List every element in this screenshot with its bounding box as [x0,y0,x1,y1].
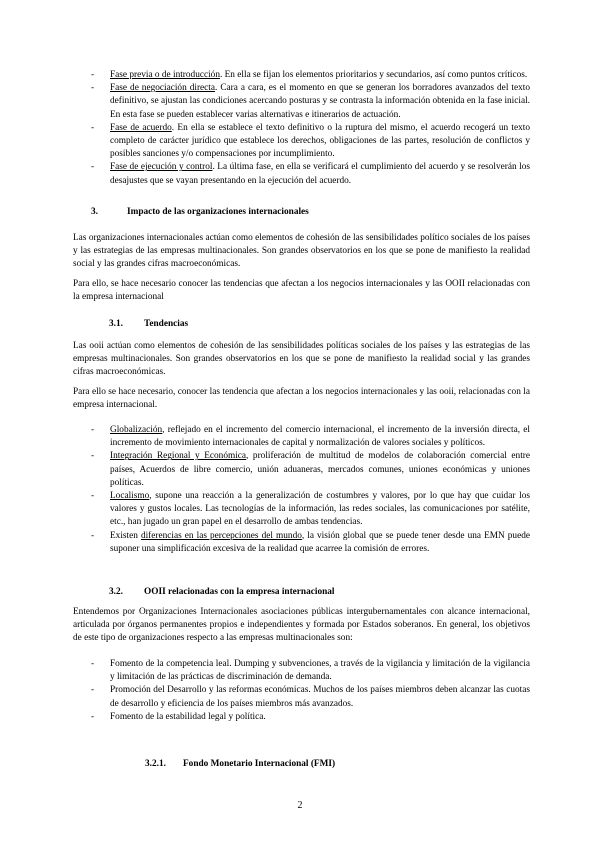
phase-text: . La última fase, en ella se verificará el cumplimiento del acuerdo y se resolverán los desajustes que se vayan presentando en la ejecución del acuerdo. [110,162,530,186]
phases-list [73,69,530,188]
section-number: 3.2.1. [145,759,166,769]
section-number: 3. [91,207,98,217]
phase-term: Fase de acuerdo [110,122,172,133]
trends-list [73,424,530,556]
paragraph: Para ello, se hace necesario conocer las tendencias que afectan a los negocios internacionales y las OOII relacionadas con la empresa internacional [73,279,530,303]
phase-term: Fase previa o de introducción [110,70,220,80]
phase-text: . Cara a cara, es el momento en que se generan los borradores avanzados del texto definitivo, se ajustan las condiciones acercando posturas y se contrasta la información obtenida en la fase inicial. En esta fase se pueden establecer varias alternativas e itinerarios de actuación. [110,83,530,120]
list-item: - Fase de negociación directa. Cara a cara, es el momento en que se generan los borradores avanzados del texto definitivo, se ajustan las condiciones acercando posturas y se contrasta la información obtenida en la fase inicial. En esta fase se pueden establecer varias alternativas e itinerarios de actuación. [91,83,530,120]
trend-text: , supone una reacción a la generalización de costumbres y valores, por lo que hay que cuidar los valores y gustos locales. Las tecnologías de la información, las redes sociales, las comunicaciones por satélite, etc., han jugado un gran papel en el desarrollo de ambas tendencias. [110,491,530,528]
list-item: - Integración Regional y Económica, proliferación de multitud de modelos de colaboración comercial entre países, Acuerdos de libre comercio, unión aduaneras, mercados comunes, uniones económicas y uniones políticas. [91,451,530,488]
page-number: 2 [297,800,303,811]
paragraph: Las organizaciones internacionales actúan como elementos de cohesión de las sensibilidades político sociales de los países y las estrategias de las empresas multinacionales. Son grandes observatorios en los que se pone de manifiesto la realidad social y las grandes cifras macroeconómicas. [73,233,530,270]
list-item: - Localismo, supone una reacción a la generalización de costumbres y valores, por lo que hay que cuidar los valores y gustos locales. Las tecnologías de la información, las redes sociales, las comunicaciones por satélite, etc., han jugado un gran papel en el desarrollo de ambas tendencias. [91,491,530,528]
phases-list-block [73,69,530,188]
trend-pre: Existen [110,530,141,541]
section-number: 3.2. [109,587,123,597]
list-item: - Promoción del Desarrollo y las reformas económicas. Muchos de los países miembros deben alcanzar las cuotas de desarrollo y eficiencia de los países miembros más avanzados. [91,685,530,709]
list-item: - Globalización, reflejado en el incremento del comercio internacional, el incremento de la inversión directa, el incremento de movimiento internacionales de capital y normalización de valores sociales y políticos. [91,425,530,449]
trends-list-block [73,424,530,556]
section-3-2-body [73,606,530,646]
section-title: Impacto de las organizaciones internacionales [127,207,309,217]
section-title: OOII relacionadas con la empresa internacional [144,587,335,597]
objective-text: Fomento de la competencia leal. Dumping y subvenciones, a través de la vigilancia y limitación de la vigilancia y limitación de las prácticas de discriminación de demanda. [110,659,530,683]
trend-text: , reflejado en el incremento del comercio internacional, el incremento de la inversión directa, el incremento de movimiento internacionales de capital y normalización de valores sociales y políticos. [110,425,530,449]
section-title: Fondo Monetario Internacional (FMI) [183,759,336,769]
section-title: Tendencias [144,319,189,329]
list-item: - Fase de ejecución y control. La última fase, en ella se verificará el cumplimiento del acuerdo y se resolverán los desajustes que se vayan presentando en la ejecución del acuerdo. [91,162,530,186]
objectives-list [73,658,530,724]
list-item: - Fomento de la estabilidad legal y política. [91,711,266,722]
section-3-body [73,232,530,272]
objective-text: Fomento de la estabilidad legal y política. [110,711,266,722]
objectives-list-block [73,658,530,724]
objective-text: Promoción del Desarrollo y las reformas económicas. Muchos de los países miembros deben alcanzar las cuotas de desarrollo y eficiencia de los países miembros más avanzados. [110,685,530,709]
section-number: 3.1. [109,319,123,329]
trend-term: Globalización [110,425,163,435]
list-item: - Fomento de la competencia leal. Dumping y subvenciones, a través de la vigilancia y limitación de la vigilancia y limitación de las prácticas de discriminación de demanda. [91,659,530,683]
paragraph: Las ooii actúan como elementos de cohesión de las sensibilidades políticas sociales de los países y las estrategias de las empresas multinacionales. Son grandes observatorios en los que se pone de manifiesto la realidad social y las grandes cifras macroeconómicas. [73,341,530,378]
paragraph: Entendemos por Organizaciones Internacionales asociaciones públicas intergubernamentales con alcance internacional, articulada por órganos permanentes propios e independientes y formada por Estados soberanos. En general, los objetivos de este tipo de organizaciones respecto a las empresas multinacionales son: [73,607,530,644]
section-3-2-heading [73,586,530,599]
trend-term: Localismo [110,491,150,502]
phase-term: Fase de negociación directa [110,83,216,94]
section-3-heading [73,206,530,219]
phase-text: . En ella se establece el texto definitivo o la ruptura del mismo, el acuerdo recogerá un texto completo de carácter jurídico que establece los derechos, obligaciones de las partes, resolución de conflictos y posibles sanciones y/o compensaciones por incumplimiento. [110,122,531,160]
section-3-body-2 [73,278,530,304]
section-3-1-body-2 [73,386,530,412]
phase-text: . En ella se fijan los elementos prioritarios y secundarios, así como puntos críticos. [219,70,528,80]
section-3-1-body [73,340,530,380]
phase-term: Fase de ejecución y control [110,162,213,173]
list-item: - Fase previa o de introducción. En ella se fijan los elementos prioritarios y secundarios, así como puntos críticos. [91,70,528,80]
section-3-1-heading [73,318,530,331]
section-3-2-1-heading [73,758,530,771]
list-item: - Fase de acuerdo. En ella se establece el texto definitivo o la ruptura del mismo, el acuerdo recogerá un texto completo de carácter jurídico que establece los derechos, obligaciones de las partes, resolución de conflictos y posibles sanciones y/o compensaciones por incumplimiento. [91,122,531,160]
trend-text: , proliferación de multitud de modelos de colaboración comercial entre países, Acuerdos de libre comercio, unión aduaneras, mercados comunes, uniones económicas y uniones políticas. [110,451,530,488]
paragraph: Para ello se hace necesario, conocer las tendencia que afectan a los negocios internacionales y las ooii, relacionadas con la empresa internacional. [73,387,530,411]
trend-text: , la visión global que se puede tener desde una EMN puede suponer una simplificación excesiva de la realidad que acarree la comisión de errores. [110,530,530,554]
trend-term: Integración Regional y Económica [110,451,247,462]
list-item: - Existen diferencias en las percepciones del mundo, la visión global que se puede tener desde una EMN puede suponer una simplificación excesiva de la realidad que acarree la comisión de errores. [91,530,530,554]
trend-term: diferencias en las percepciones del mundo [140,530,302,541]
